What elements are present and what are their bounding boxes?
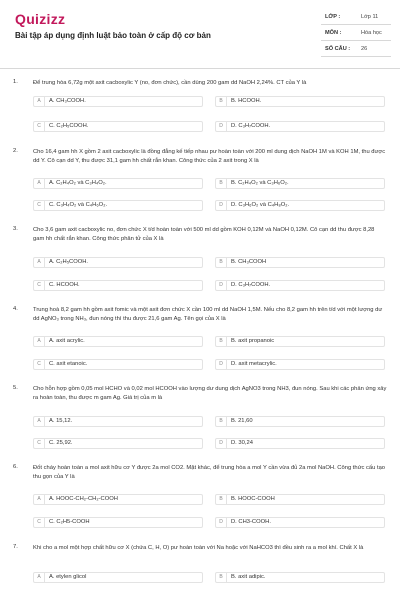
option-letter: B xyxy=(216,573,227,582)
question-text: Cho 3,6 gam axit cacboxylic no, đơn chức X t/d hoàn toàn với 500 ml dd gồm KOH 0,12M và NaOH 0,12M. Cô cạn dd thu được 8,28 gam hh chất rắn khan. Công thức phân tử của X là xyxy=(33,227,375,242)
option-letter: D xyxy=(216,360,227,369)
meta-question-count-value: 26 xyxy=(361,46,368,52)
option-a[interactable] xyxy=(33,572,203,583)
header-separator xyxy=(0,68,400,69)
option-text: D. 30,24 xyxy=(231,440,253,446)
option-letter: B xyxy=(216,495,227,504)
option-text: C. C₃H₄O₂ và C₄H₆O₂. xyxy=(49,202,108,208)
option-d[interactable] xyxy=(215,200,385,211)
quizizz-logo: Quizizz xyxy=(15,11,66,27)
option-text: D. C₃H₆O₂ và C₄H₈O₂. xyxy=(231,202,290,208)
meta-subject-label: MÔN : xyxy=(325,30,342,36)
meta-divider xyxy=(321,56,391,57)
option-c[interactable] xyxy=(33,438,203,449)
option-text: D. C₃H₇COOH. xyxy=(231,282,271,288)
option-b[interactable] xyxy=(215,257,385,268)
option-text: A. C₂H₅COOH. xyxy=(49,259,89,265)
option-text: C. C₂H5-COOH xyxy=(49,519,90,525)
option-a[interactable] xyxy=(33,96,203,107)
question-number: 1. xyxy=(13,79,18,85)
option-c[interactable] xyxy=(33,280,203,291)
option-letter: A xyxy=(34,495,45,504)
option-text: C. 25,92. xyxy=(49,440,73,446)
option-d[interactable] xyxy=(215,517,385,528)
option-text: A. axit acrylic. xyxy=(49,338,85,344)
option-text: A. HOOC-CH₂-CH₂-COOH xyxy=(49,496,118,502)
option-text: A. C₂H₄O₂ và C₃H₄O₂. xyxy=(49,180,107,186)
meta-question-count-label: SỐ CÂU : xyxy=(325,46,351,52)
option-text: C. axit etanoic. xyxy=(49,361,88,367)
option-d[interactable] xyxy=(215,359,385,370)
question-number: 7. xyxy=(13,544,18,550)
option-letter: C xyxy=(34,201,45,210)
option-b[interactable] xyxy=(215,494,385,505)
option-letter: A xyxy=(34,97,45,106)
option-letter: C xyxy=(34,518,45,527)
option-text: D. C₃H₇COOH. xyxy=(231,123,271,129)
question-number: 2. xyxy=(13,148,18,154)
option-letter: D xyxy=(216,201,227,210)
option-c[interactable] xyxy=(33,121,203,132)
option-a[interactable] xyxy=(33,336,203,347)
option-text: C. HCOOH. xyxy=(49,282,80,288)
question-text: Cho hỗn hợp gồm 0,05 mol HCHO và 0,02 mol HCOOH vào lượng dư dung dịch AgNO3 trong NH3, đun nóng. Sau khi các phản ứng xảy ra hoàn toàn, thu được m gam Ag. Giá trị của m là xyxy=(33,386,387,401)
question-text: Cho 16,4 gam hh X gồm 2 axit cacboxylic là đồng đẳng kế tiếp nhau pư hoàn toàn với 200 ml dung dịch NaOH 1M và KOH 1M, thu được dd Y. Cô cạn dd Y, thu được 31,1 gam hh chất rắn khan. Công thức của 2 axit trong X là xyxy=(33,149,386,164)
option-letter: D xyxy=(216,439,227,448)
meta-divider xyxy=(321,40,391,41)
option-b[interactable] xyxy=(215,336,385,347)
option-letter: A xyxy=(34,573,45,582)
option-b[interactable] xyxy=(215,572,385,583)
question-text: Đốt cháy hoàn toàn a mol axit hữu cơ Y được 2a mol CO2. Mặt khác, để trung hòa a mol Y cần vừa đủ 2a mol NaOH. Công thức cấu tạo thu gọn của Y là xyxy=(33,465,386,480)
option-letter: A xyxy=(34,337,45,346)
option-d[interactable] xyxy=(215,280,385,291)
option-text: B. axit adipic. xyxy=(231,574,266,580)
option-letter: A xyxy=(34,258,45,267)
meta-divider xyxy=(321,24,391,25)
question-number: 6. xyxy=(13,464,18,470)
option-text: B. CH₃COOH xyxy=(231,259,267,265)
option-text: A. 15,12. xyxy=(49,418,73,424)
option-letter: D xyxy=(216,518,227,527)
option-d[interactable] xyxy=(215,121,385,132)
option-d[interactable] xyxy=(215,438,385,449)
question-text: Khi cho a mol một hợp chất hữu cơ X (chứa C, H, O) pư hoàn toàn với Na hoặc với NaHCO3 thì đều sinh ra a mol khí. Chất X là xyxy=(33,545,364,551)
question-number: 5. xyxy=(13,385,18,391)
meta-class-label: LỚP : xyxy=(325,14,341,20)
option-letter: D xyxy=(216,122,227,131)
option-text: D. CH3-COOH. xyxy=(231,519,271,525)
option-text: B. 21,60 xyxy=(231,418,253,424)
option-letter: A xyxy=(34,417,45,426)
option-letter: B xyxy=(216,258,227,267)
option-letter: A xyxy=(34,179,45,188)
option-letter: D xyxy=(216,281,227,290)
option-a[interactable] xyxy=(33,257,203,268)
worksheet-header xyxy=(0,0,400,64)
option-b[interactable] xyxy=(215,178,385,189)
option-text: D. axit metacrylic. xyxy=(231,361,277,367)
option-letter: C xyxy=(34,439,45,448)
question-number: 3. xyxy=(13,226,18,232)
meta-class-value: Lớp 11 xyxy=(361,14,379,20)
option-letter: B xyxy=(216,417,227,426)
option-letter: B xyxy=(216,179,227,188)
option-a[interactable] xyxy=(33,416,203,427)
option-text: B. HCOOH. xyxy=(231,98,262,104)
option-letter: B xyxy=(216,97,227,106)
option-letter: C xyxy=(34,360,45,369)
option-letter: C xyxy=(34,281,45,290)
question-text: Để trung hòa 6,72g một axit cacboxylic Y (no, đơn chức), cần dùng 200 gam dd NaOH 2,24%. CT của Y là xyxy=(33,80,307,86)
option-b[interactable] xyxy=(215,96,385,107)
option-c[interactable] xyxy=(33,200,203,211)
page-title: Bài tập áp dụng định luật bảo toàn ở cấp độ cơ bản xyxy=(15,31,211,40)
question-text: Trung hoà 8,2 gam hh gồm axit fomic và một axit đơn chức X cần 100 ml dd NaOH 1,5M. Nếu cho 8,2 gam hh trên t/d với một lượng dư dd AgNO₃ trong NH₃, đun nóng thì thu được 21,6 gam Ag. Tên gọi của X là xyxy=(33,307,383,322)
option-text: C. C₂H₅COOH. xyxy=(49,123,89,129)
option-a[interactable] xyxy=(33,494,203,505)
option-text: A. etylen glicol xyxy=(49,574,87,580)
option-text: A. CH₃COOH. xyxy=(49,98,86,104)
question-number: 4. xyxy=(13,306,18,312)
option-text: B. HOOC-COOH xyxy=(231,496,275,502)
option-text: B. C₂H₄O₂ và C₃H₆O₂. xyxy=(231,180,289,186)
option-b[interactable] xyxy=(215,416,385,427)
option-letter: C xyxy=(34,122,45,131)
option-c[interactable] xyxy=(33,517,203,528)
meta-subject-value: Hóa học xyxy=(361,30,382,36)
option-a[interactable] xyxy=(33,178,203,189)
option-text: B. axit propanoic xyxy=(231,338,275,344)
option-letter: B xyxy=(216,337,227,346)
option-c[interactable] xyxy=(33,359,203,370)
